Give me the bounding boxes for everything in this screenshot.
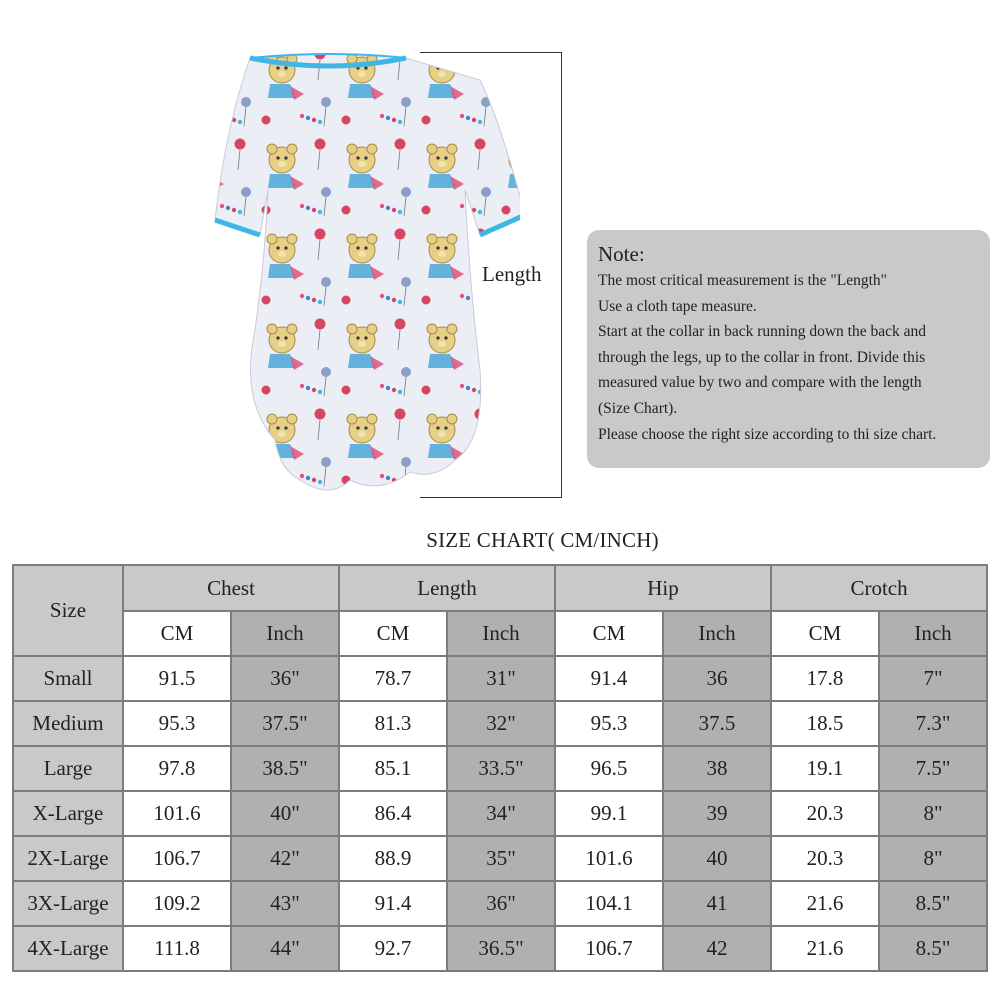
table-cell: 38 — [663, 746, 771, 791]
note-line: The most critical measurement is the "Length" — [598, 272, 887, 289]
table-cell: 39 — [663, 791, 771, 836]
table-cell: 101.6 — [123, 791, 231, 836]
table-cell: 21.6 — [771, 881, 879, 926]
table-cell: 8" — [879, 791, 987, 836]
table-cell: 109.2 — [123, 881, 231, 926]
table-cell: 41 — [663, 881, 771, 926]
table-cell: 92.7 — [339, 926, 447, 971]
note-line: Please choose the right size according to thi size chart. — [598, 425, 937, 443]
table-cell: 96.5 — [555, 746, 663, 791]
size-label: 3X-Large — [13, 881, 123, 926]
note-line: Use a cloth tape measure. — [598, 297, 757, 315]
table-cell: 7.3" — [879, 701, 987, 746]
table-cell: 8.5" — [879, 881, 987, 926]
table-cell: 36.5" — [447, 926, 555, 971]
size-label: Small — [13, 656, 123, 701]
table-cell: 38.5" — [231, 746, 339, 791]
table-cell: 88.9 — [339, 836, 447, 881]
table-row — [13, 836, 987, 881]
unit-header-row — [13, 611, 987, 656]
table-cell: 81.3 — [339, 701, 447, 746]
table-row — [13, 656, 987, 701]
table-cell: 37.5 — [663, 701, 771, 746]
unit-header: CM — [771, 611, 879, 656]
table-cell: 20.3 — [771, 791, 879, 836]
table-cell: 40" — [231, 791, 339, 836]
table-cell: 104.1 — [555, 881, 663, 926]
table-cell: 78.7 — [339, 656, 447, 701]
table-cell: 7.5" — [879, 746, 987, 791]
table-cell: 31" — [447, 656, 555, 701]
table-cell: 20.3 — [771, 836, 879, 881]
table-cell: 40 — [663, 836, 771, 881]
table-cell: 99.1 — [555, 791, 663, 836]
table-cell: 42 — [663, 926, 771, 971]
unit-header: CM — [123, 611, 231, 656]
group-header-chest: Chest — [123, 565, 339, 611]
table-cell: 95.3 — [555, 701, 663, 746]
table-row — [13, 701, 987, 746]
note-line: Start at the collar in back running down the back and — [598, 323, 926, 341]
table-cell: 42" — [231, 836, 339, 881]
table-cell: 36" — [231, 656, 339, 701]
table-cell: 33.5" — [447, 746, 555, 791]
unit-header: Inch — [663, 611, 771, 656]
table-cell: 35" — [447, 836, 555, 881]
table-row — [13, 791, 987, 836]
size-label: X-Large — [13, 791, 123, 836]
table-cell: 17.8 — [771, 656, 879, 701]
note-line: measured value by two and compare with the length — [598, 374, 922, 392]
table-cell: 106.7 — [123, 836, 231, 881]
note-line: (Size Chart). — [598, 399, 678, 417]
size-label: 2X-Large — [13, 836, 123, 881]
table-cell: 8" — [879, 836, 987, 881]
table-cell: 36" — [447, 881, 555, 926]
note-line: through the legs, up to the collar in front. Divide this — [598, 348, 926, 366]
size-label: Medium — [13, 701, 123, 746]
table-cell: 101.6 — [555, 836, 663, 881]
table-cell: 37.5" — [231, 701, 339, 746]
size-label: 4X-Large — [13, 926, 123, 971]
table-cell: 34" — [447, 791, 555, 836]
note-title: Note: — [598, 242, 645, 266]
table-cell: 95.3 — [123, 701, 231, 746]
table-row — [13, 926, 987, 971]
note-box — [587, 230, 990, 468]
table-cell: 8.5" — [879, 926, 987, 971]
table-cell: 36 — [663, 656, 771, 701]
table-cell: 43" — [231, 881, 339, 926]
size-label: Large — [13, 746, 123, 791]
size-chart-table — [12, 564, 988, 972]
table-cell: 32" — [447, 701, 555, 746]
table-cell: 91.5 — [123, 656, 231, 701]
table-cell: 91.4 — [339, 881, 447, 926]
group-header-row — [13, 565, 987, 611]
table-cell: 18.5 — [771, 701, 879, 746]
table-cell: 111.8 — [123, 926, 231, 971]
unit-header: CM — [555, 611, 663, 656]
table-cell: 97.8 — [123, 746, 231, 791]
table-cell: 85.1 — [339, 746, 447, 791]
group-header-crotch: Crotch — [771, 565, 987, 611]
table-cell: 7" — [879, 656, 987, 701]
table-cell: 44" — [231, 926, 339, 971]
table-row — [13, 746, 987, 791]
group-header-hip: Hip — [555, 565, 771, 611]
table-row — [13, 881, 987, 926]
table-cell: 19.1 — [771, 746, 879, 791]
table-cell: 91.4 — [555, 656, 663, 701]
unit-header: Inch — [879, 611, 987, 656]
size-chart-title: SIZE CHART( CM/INCH) — [426, 528, 659, 552]
group-header-length: Length — [339, 565, 555, 611]
unit-header: CM — [339, 611, 447, 656]
table-cell: 86.4 — [339, 791, 447, 836]
table-cell: 106.7 — [555, 926, 663, 971]
size-column-header: Size — [13, 565, 123, 656]
unit-header: Inch — [447, 611, 555, 656]
table-cell: 21.6 — [771, 926, 879, 971]
unit-header: Inch — [231, 611, 339, 656]
length-label: Length — [478, 262, 545, 287]
